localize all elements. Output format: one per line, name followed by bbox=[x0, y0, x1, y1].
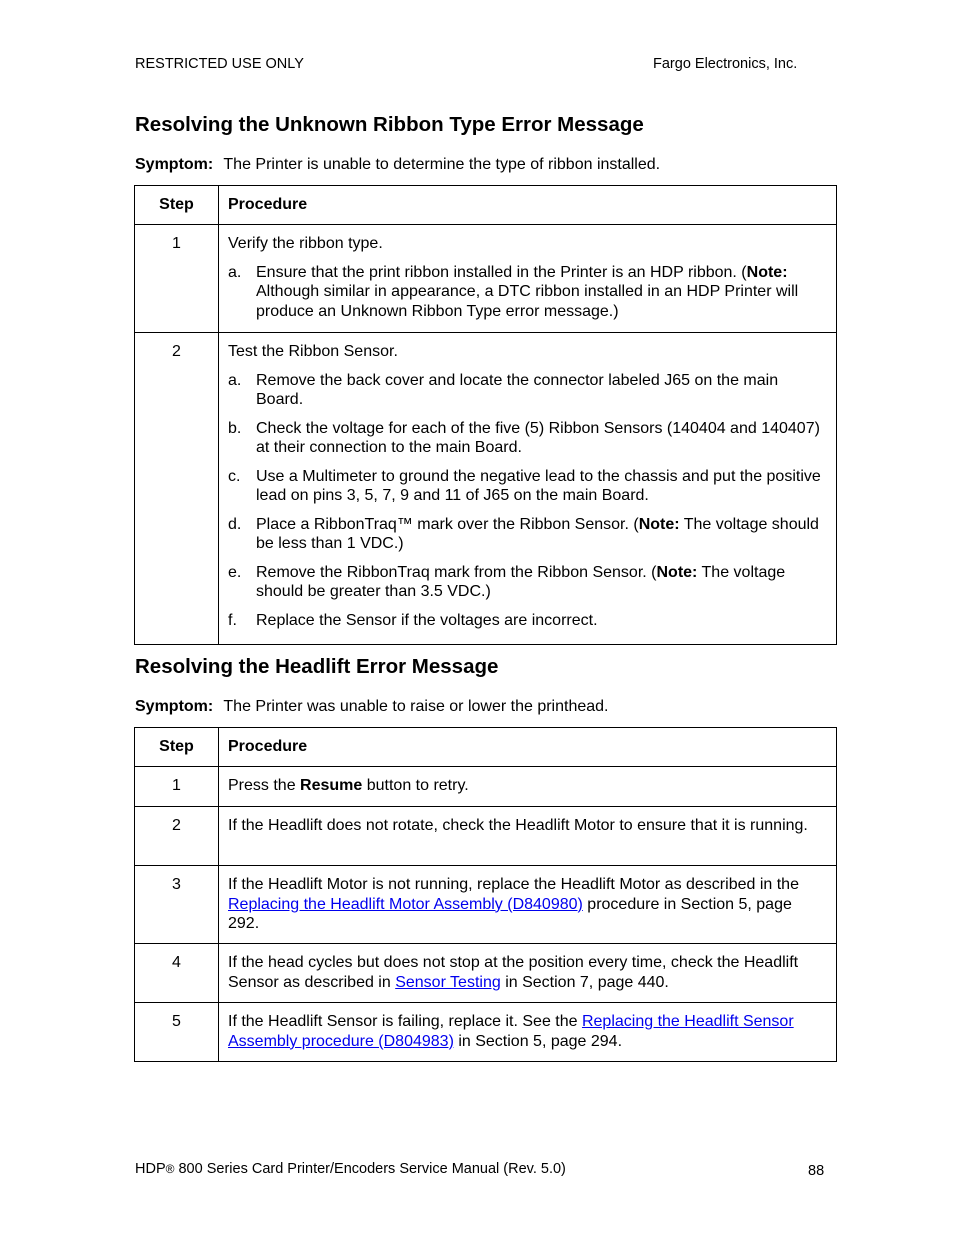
procedure-table-headlift bbox=[134, 727, 837, 1062]
link-sensor-testing[interactable]: Sensor Testing bbox=[395, 973, 501, 991]
symptom-ribbon bbox=[135, 156, 660, 174]
procedure-main: Test the Ribbon Sensor. bbox=[228, 343, 398, 360]
symptom-text: The Printer was unable to raise or lower the printhead. bbox=[223, 698, 609, 715]
procedure-substep: e. Remove the RibbonTraq mark from the Ribbon Sensor. (Note: The voltage should be greater than 3.5 VDC.) bbox=[228, 563, 786, 600]
procedure-substep: a. Ensure that the print ribbon installed in the Printer is an HDP ribbon. (Note: Although similar in appearance, a DTC ribbon installed in an HDP Printer will produce an Unknown Ribbon Type error message.) bbox=[228, 263, 799, 320]
footer-manual-title: HDP® 800 Series Card Printer/Encoders Service Manual (Rev. 5.0) bbox=[135, 1161, 566, 1177]
procedure-main: Verify the ribbon type. bbox=[228, 235, 383, 252]
link-headlift-motor-assembly[interactable]: Replacing the Headlift Motor Assembly (D840980) bbox=[228, 895, 583, 913]
step-number: 2 bbox=[135, 333, 219, 645]
table-header-row bbox=[135, 728, 837, 767]
symptom-label: Symptom: bbox=[135, 156, 214, 173]
procedure-cell: Press the Resume button to retry. bbox=[219, 767, 837, 807]
symptom-label: Symptom: bbox=[135, 698, 214, 715]
substep-letter: c. bbox=[228, 467, 241, 485]
table-row bbox=[135, 225, 837, 333]
section-title-ribbon: Resolving the Unknown Ribbon Type Error Message bbox=[135, 113, 644, 136]
registered-mark: ® bbox=[165, 1162, 175, 1176]
procedure-substep: c. Use a Multimeter to ground the negative lead to the chassis and put the positive lead on pins 3, 5, 7, 9 and 11 of J65 on the main Board. bbox=[228, 467, 821, 504]
procedure-substep: d. Place a RibbonTraq™ mark over the Ribbon Sensor. (Note: The voltage should be less than 1 VDC.) bbox=[228, 515, 819, 552]
table-header-row bbox=[135, 186, 837, 225]
table-row bbox=[135, 1003, 837, 1062]
table-row bbox=[135, 866, 837, 944]
note-label: Note: bbox=[638, 515, 680, 533]
step-number: 1 bbox=[135, 767, 219, 807]
substep-letter: f. bbox=[228, 611, 237, 629]
procedure-cell: If the Headlift Motor is not running, replace the Headlift Motor as described in the Replacing the Headlift Motor Assembly (D840980) procedure in Section 5, page 292. bbox=[219, 866, 837, 944]
procedure-substep: a. Remove the back cover and locate the connector labeled J65 on the main Board. bbox=[228, 371, 779, 408]
step-number: 1 bbox=[135, 225, 219, 333]
procedure-cell bbox=[219, 225, 837, 333]
step-number: 5 bbox=[135, 1003, 219, 1062]
procedure-cell: If the Headlift Sensor is failing, replace it. See the Replacing the Headlift Sensor Assembly procedure (D804983) in Section 5, page 294. bbox=[219, 1003, 837, 1062]
col-step-header: Step bbox=[135, 186, 219, 225]
step-number: 3 bbox=[135, 866, 219, 944]
link-headlift-sensor-assembly[interactable]: Replacing the Headlift Sensor Assembly procedure (D804983) bbox=[228, 1013, 794, 1050]
note-label: Note: bbox=[656, 563, 698, 581]
procedure-cell: If the head cycles but does not stop at the position every time, check the Headlift Sensor as described in Sensor Testing in Section 7, page 440. bbox=[219, 944, 837, 1003]
symptom-text: The Printer is unable to determine the type of ribbon installed. bbox=[223, 156, 661, 173]
table-row bbox=[135, 767, 837, 807]
table-row bbox=[135, 333, 837, 645]
step-number: 2 bbox=[135, 807, 219, 866]
col-step-header: Step bbox=[135, 728, 219, 767]
col-procedure-header: Procedure bbox=[219, 186, 837, 225]
resume-label: Resume bbox=[300, 777, 363, 794]
procedure-cell: If the Headlift does not rotate, check the Headlift Motor to ensure that it is running. bbox=[219, 807, 837, 866]
page-number: 88 bbox=[808, 1163, 825, 1179]
step-number: 4 bbox=[135, 944, 219, 1003]
col-procedure-header: Procedure bbox=[219, 728, 837, 767]
substep-letter: d. bbox=[228, 515, 242, 533]
running-header-left: RESTRICTED USE ONLY bbox=[135, 56, 304, 72]
table-row bbox=[135, 944, 837, 1003]
procedure-table-ribbon bbox=[134, 185, 837, 645]
procedure-substep: f. Replace the Sensor if the voltages are incorrect. bbox=[228, 611, 598, 629]
symptom-headlift bbox=[135, 698, 608, 716]
section-title-headlift: Resolving the Headlift Error Message bbox=[135, 655, 499, 678]
note-label: Note: bbox=[746, 263, 788, 281]
table-row bbox=[135, 807, 837, 866]
substep-letter: a. bbox=[228, 263, 242, 281]
substep-letter: a. bbox=[228, 371, 242, 389]
substep-letter: b. bbox=[228, 419, 242, 437]
procedure-cell bbox=[219, 333, 837, 645]
procedure-substep: b. Check the voltage for each of the five (5) Ribbon Sensors (140404 and 140407) at their connection to the main Board. bbox=[228, 419, 820, 456]
running-header-right: Fargo Electronics, Inc. bbox=[653, 56, 798, 72]
substep-letter: e. bbox=[228, 563, 242, 581]
